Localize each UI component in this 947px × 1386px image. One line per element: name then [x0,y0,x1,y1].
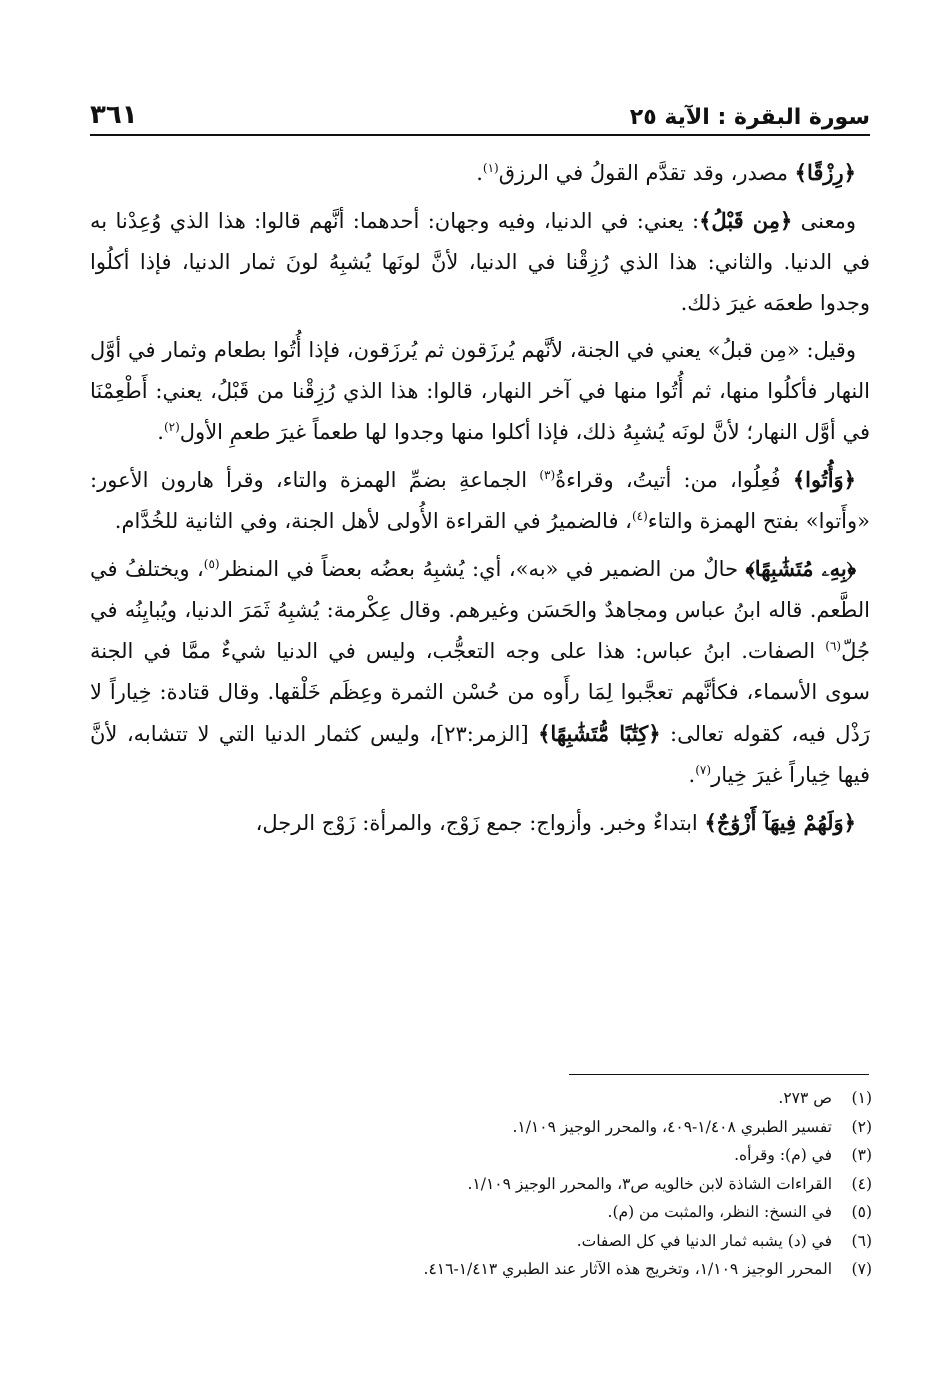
footnote-text: القراءات الشاذة لابن خالويه ص٣، والمحرر الوجيز ١/١٠٩. [467,1174,832,1193]
text-run: مصدر، وقد تقدَّم القولُ في الرزق [498,161,795,185]
page-header [90,82,870,130]
footnote-text: في النسخ: النظر، والمثبت من (م). [607,1203,832,1221]
quran-quote: ﴿وَلَهُمْ فِيهَآ أَزْوَٰجٌ﴾ [704,810,856,835]
footnote-text: في (م): وقرأه. [734,1146,832,1164]
running-title: سورة البقرة : الآية ٢٥ [629,105,870,130]
text-run: . [476,161,483,185]
footnote-ref: (٢) [163,420,180,434]
footnote [90,1141,872,1170]
paragraph [90,330,870,453]
text-run: فُعِلُوا، من: أتيتُ، وقراءةُ [555,468,793,492]
footnote-ref: (٥) [203,557,220,571]
text-run: ومعنى [792,209,856,233]
footnote-number: (٢) [851,1117,872,1136]
paragraph [90,459,870,542]
footnote-number: (٤) [851,1174,872,1193]
quran-quote: ﴿وَأُتُوا﴾ [792,467,856,492]
text-run: . [688,763,696,787]
paragraph [90,802,870,844]
footnote-rule [569,1074,869,1075]
footnote-ref: (٤) [631,509,648,523]
paragraph [90,548,870,796]
footnote [90,1113,872,1142]
footnote [90,1198,872,1227]
footnote [90,1084,872,1113]
text-run: ابتداءٌ وخبر. وأزواج: جمع زَوْج، والمرأة: زَوْج الرجل، [255,811,705,835]
text-run: ، ويختلفُ في الطَّعم. قاله ابنُ عباس ومجاهدٌ والحَسَن وغيرهم. وقال عِكْرمة: يُشبِهُ ثَمَرَ الدنيا، ويُبايِنُه في جُلّ [90,557,870,663]
footnote-number: (٣) [851,1146,872,1164]
text-run: الصفات. ابنُ عباس: هذا على وجه التعجُّب، وليس في الدنيا شيءٌ ممَّا في الجنة سوى الأسماء، فكأنَّهم تعجَّبوا لِمَا رأَوه من حُسْن الثمرة وعِظَم خَلْقها. وقال قتادة: خِياراً لا رَذْل فيه، كقوله تعالى: [90,639,871,746]
footnote-ref: (١) [482,161,499,175]
text-run: ، فالضميرُ في القراءة الأُولى لأهل الجنة، وفي الثانية للخُدَّام. [114,509,632,533]
quran-quote: ﴿مِن قَبْلُ﴾ [699,208,793,233]
footnote-text: تفسير الطبري ١/٤٠٨-٤٠٩، والمحرر الوجيز ١/١٠٩. [512,1117,832,1136]
main-text [90,152,870,850]
footnote-number: (١) [851,1089,872,1107]
footnote-ref: (٣) [539,468,556,482]
text-run: حالٌ من الضمير في «به»، أي: يُشبِهُ بعضُه بعضاً في المنظر [219,557,746,581]
text-run: : يعني: في الدنيا، وفيه وجهان: أحدهما: أنَّهم قالوا: هذا الذي وُعِدْنا به في الدنيا. والثاني: هذا الذي رُزِقْنا في الدنيا، لأنَّ لونَها يُشبِهُ لونَ ثمار الدنيا، فإذا أكلُوا وجدوا طعمَه غيرَ ذلك. [90,209,870,315]
quran-quote: ﴿كِتَٰبًا مُّتَشَٰبِهًا﴾ [538,721,661,746]
footnote-text: في (د) يشبه ثمار الدنيا في كل الصفات. [576,1231,832,1250]
footnote-text: المحرر الوجيز ١/١٠٩، وتخريج هذه الآثار عند الطبري ١/٤١٣-٤١٦. [423,1260,832,1278]
text-run: . [157,420,164,444]
header-rule [90,134,870,136]
footnote [90,1255,872,1284]
footnote-number: (٦) [851,1231,872,1250]
quran-quote: ﴿رِزْقًا﴾ [794,160,856,185]
footnote [90,1227,872,1256]
footnote-text: ص ٢٧٣. [778,1089,832,1107]
footnote [90,1170,872,1199]
paragraph [90,200,870,324]
footnote-ref: (٧) [695,763,712,777]
quran-quote: ﴿بِهِۦ مُتَشَٰبِهًا﴾ [745,556,856,581]
footnotes [90,1084,872,1284]
footnote-number: (٧) [851,1260,872,1278]
text-run: الجماعةِ بضمِّ الهمزة والتاء، وقرأ هارون الأعور: «وأَتوا» بفتح الهمزة والتاء [90,468,870,533]
page-number: ٣٦١ [90,100,138,130]
footnote-ref: (٦) [825,639,842,653]
footnote-number: (٥) [851,1203,872,1221]
text-run: [الزمر:٢٣]، وليس كثمار الدنيا التي لا تتشابه، لأنَّ فيها خِياراً غيرَ خِيار [90,722,870,787]
paragraph [90,152,870,194]
text-run: وقيل: «مِن قبلُ» يعني في الجنة، لأنَّهم يُرزَقون ثم يُرزَقون، فإذا أُتُوا بطعام وثمار في أوَّل النهار فأكلُوا منها، ثم أُتُوا منها في آخر النهار، قالوا: هذا الذي رُزِقْنا من قَبْلُ، يعني: أَطْعِمْنَا في أوَّل النهار؛ لأنَّ لونَه يُشبِهُ ذلك، فإذا أكلوا منها وجدوا لها طعماً غيرَ طعمِ الأول [90,338,870,444]
